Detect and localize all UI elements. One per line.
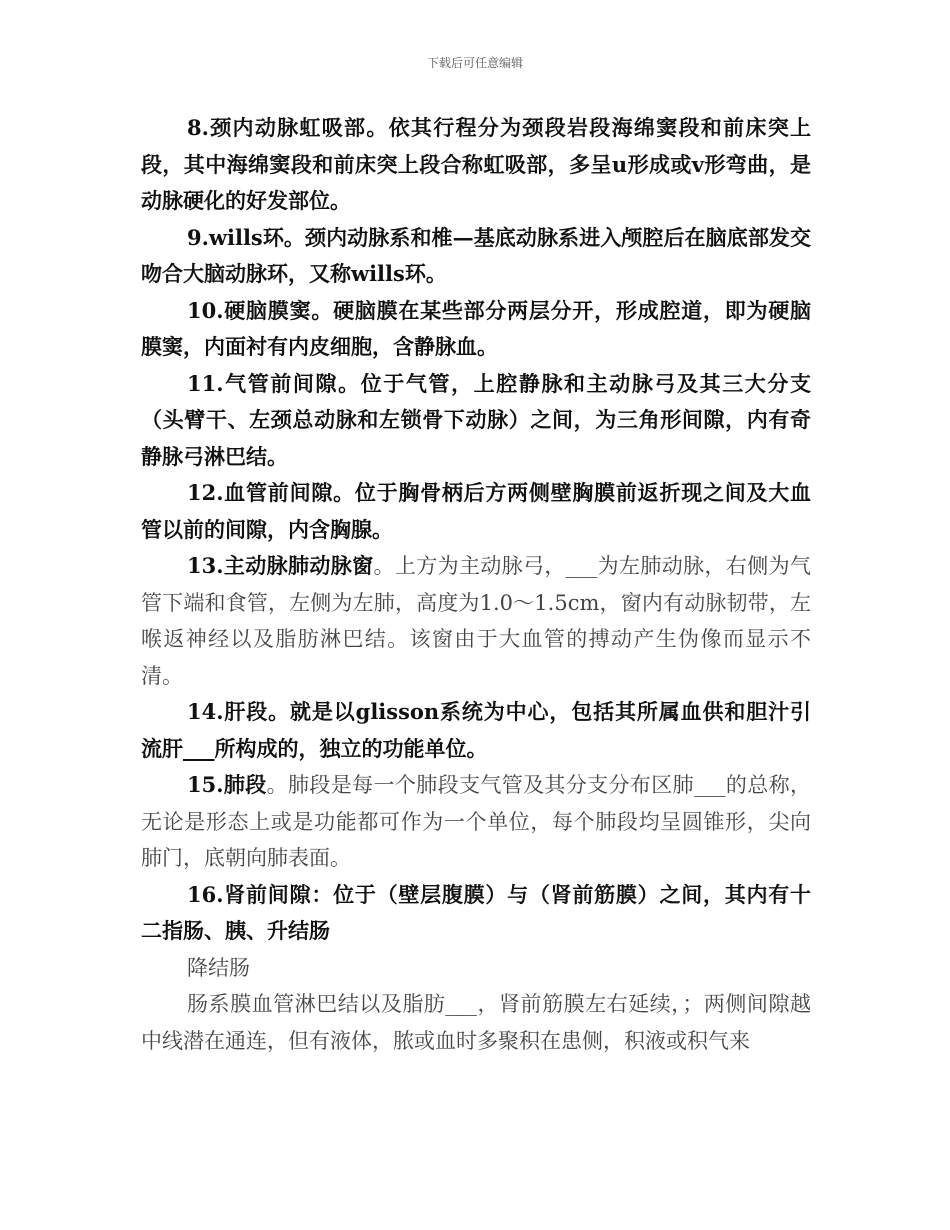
paragraph-heading-15: 15.肺段 [187,772,267,797]
paragraph-item-12: 12.血管前间隙。位于胸骨柄后方两侧壁胸膜前返折现之间及大血管以前的间隙，内含胸腺。 [141,480,811,542]
paragraph-item-8: 8.颈内动脉虹吸部。依其行程分为颈段岩段海绵窦段和前床突上段，其中海绵窦段和前床突上段合称虹吸部，多呈u形成或v形弯曲，是动脉硬化的好发部位。 [141,115,811,213]
paragraph-item-9: 9.wills环。颈内动脉系和椎—基底动脉系进入颅腔后在脑底部发交吻合大脑动脉环，又称wills环。 [141,224,811,286]
paragraph-item-10: 10.硬脑膜窦。硬脑膜在某些部分两层分开，形成腔道，即为硬脑膜窦，内面衬有内皮细胞，含静脉血。 [141,297,811,359]
paragraph-item-11: 11.气管前间隙。位于气管，上腔静脉和主动脉弓及其三大分支（头臂干、左颈总动脉和左锁骨下动脉）之间，为三角形间隙，内有奇静脉弓淋巴结。 [141,370,811,469]
paragraph-item-14: 14.肝段。就是以glisson系统为中心，包括其所属血供和胆汁引流肝___所构成的，独立的功能单位。 [141,699,811,761]
document-body [141,110,811,1059]
paragraph-heading-13: 13.主动脉肺动脉窗 [187,553,374,578]
paragraph-item-13 [141,548,811,694]
paragraph-body-13: 。上方为主动脉弓，___为左肺动脉，右侧为气管下端和食管，左侧为左肺，高度为1.0～1.5cm，窗内有动脉韧带，左喉返神经以及脂肪淋巴结。该窗由于大血管的搏动产生伪像而显示不清。 [141,554,811,688]
paragraph-item-16: 16.肾前间隙：位于（壁层腹膜）与（肾前筋膜）之间，其内有十二指肠、胰、升结肠 [141,881,811,943]
paragraph-item-15 [141,767,811,877]
paragraph-body-15: 。肺段是每一个肺段支气管及其分支分布区肺___的总称，无论是形态上或是功能都可作为一个单位，每个肺段均呈圆锥形，尖向肺门，底朝向肺表面。 [141,773,811,870]
paragraph-continuation-2: 肠系膜血管淋巴结以及脂肪___，肾前筋膜左右延续，；两侧间隙越中线潜在通连，但有液体，脓或血时多聚积在患侧，积液或积气来 [141,992,811,1053]
paragraph-continuation-1: 降结肠 [187,955,250,980]
page-header: 下载后可任意编辑 [426,56,523,70]
